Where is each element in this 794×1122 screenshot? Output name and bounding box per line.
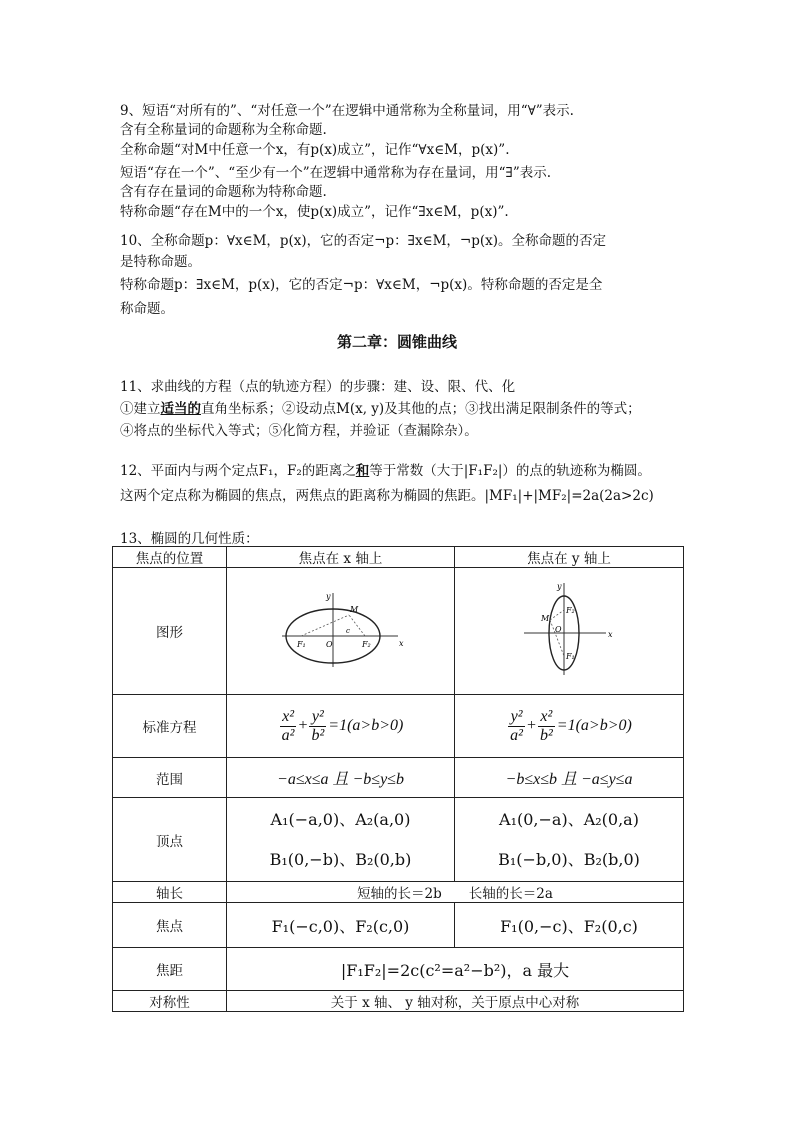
text-line-quantifier-universal: 9、短语“对所有的”、“对任意一个”在逻辑中通常称为全称量词，用“∀”表示.: [120, 103, 574, 119]
horizontal-ellipse-diagram: [276, 589, 406, 669]
label-F1: F₁: [566, 652, 575, 661]
text-line-universal-negation-cont: 是特称命题。: [120, 254, 201, 270]
row-label-symmetry: 对称性: [113, 991, 227, 1012]
std-x-num1: x²: [280, 708, 297, 727]
axis-length-value: 短轴的长＝2b 长轴的长＝2a: [227, 882, 684, 903]
label-F2: F₂: [361, 640, 371, 649]
vertex-y-b: B₁(−b,0)、B₂(b,0): [498, 849, 640, 869]
header-cell-x-axis: 焦点在 x 轴上: [227, 547, 455, 568]
text-line-existential-negation-cont: 称命题。: [120, 301, 174, 317]
row-label-standard-equation: 标准方程: [113, 695, 227, 758]
sec13-title: 13、椭圆的几何性质：: [120, 531, 259, 547]
focal-radius-1: [301, 615, 349, 636]
ellipse-properties-table: [112, 546, 684, 1012]
table-row-standard-equation: [113, 695, 684, 758]
table-row-figure: [113, 568, 684, 695]
label-origin: O: [325, 640, 333, 649]
figure-vertical-ellipse: [455, 568, 684, 695]
table-row-focal-distance: [113, 948, 684, 991]
std-x-rest: =1(a>b>0): [328, 717, 404, 734]
sec12-line1: [120, 459, 651, 479]
text-line-existential-negation: 特称命题p：∃x∈M，p(x)，它的否定¬p：∀x∈M，¬p(x)。特称命题的否定是全: [120, 277, 603, 293]
std-x-den1: a²: [281, 726, 295, 744]
std-equation-x: $\frac{\text{x²}}{\text{a²}}$ + $\frac{\text{y²}}{\text{b²}}$ =1(a>b>0): [227, 695, 455, 758]
label-F1: F₁: [296, 640, 306, 649]
range-y: −b≤x≤b 且 −a≤y≤a: [455, 758, 684, 798]
text-line-universal-notation: 全称命题“对M中任意一个x，有p(x)成立”，记作“∀x∈M，p(x)”.: [120, 142, 510, 158]
sec11-line2: [120, 397, 641, 417]
row-label-vertex: 顶点: [113, 798, 227, 882]
sec12-emphasis: 和: [355, 463, 370, 479]
figure-horizontal-ellipse: [227, 568, 455, 695]
header-cell-position: 焦点的位置: [113, 547, 227, 568]
label-M: M: [349, 605, 358, 614]
table-row-range: [113, 758, 684, 798]
row-label-axis-length: 轴长: [113, 882, 227, 903]
sec11-line1: 11、求曲线的方程（点的轨迹方程）的步骤：建、设、限、代、化: [120, 379, 516, 395]
sec12-line1-c: 等于常数（大于|F₁F₂|）的点的轨迹称为椭圆。: [369, 463, 651, 479]
header-cell-y-axis: 焦点在 y 轴上: [455, 547, 684, 568]
label-x: x: [608, 630, 613, 639]
row-label-range: 范围: [113, 758, 227, 798]
table-header-row: [113, 547, 684, 568]
label-y: y: [557, 582, 562, 591]
std-y-num2: x²: [538, 708, 555, 727]
focal-radius-2: [349, 615, 365, 636]
range-x: −a≤x≤a 且 −b≤y≤b: [227, 758, 455, 798]
sec12-line2: 这两个定点称为椭圆的焦点，两焦点的距离称为椭圆的焦距。|MF₁|+|MF₂|=2a(2a>2c): [120, 488, 654, 504]
symmetry-value: 关于 x 轴、 y 轴对称，关于原点中心对称: [227, 991, 684, 1012]
std-equation-y: $\frac{\text{y²}}{\text{a²}}$ + $\frac{\text{x²}}{\text{b²}}$ =1(a>b>0): [455, 695, 684, 758]
table-row-axis-length: [113, 882, 684, 903]
std-x-den2: b²: [311, 726, 325, 744]
label-y: y: [325, 592, 331, 601]
std-y-rest: =1(a>b>0): [556, 717, 632, 734]
vertex-x-b: B₁(0,−b)、B₂(0,b): [269, 849, 412, 869]
label-x: x: [398, 639, 404, 648]
std-x-num2: y²: [309, 708, 326, 727]
text-line-universal-proposition: 含有全称量词的命题称为全称命题.: [120, 122, 327, 138]
sec11-line2-c: 直角坐标系；②设动点M(x, y)及其他的点；③找出满足限制条件的等式；: [201, 401, 641, 417]
table-row-vertex: [113, 798, 684, 882]
std-y-den2: b²: [539, 726, 553, 744]
sec12-line1-a: 12、平面内与两个定点F₁，F₂的距离之: [120, 463, 356, 479]
label-origin: O: [555, 625, 562, 634]
focus-y: F₁(0,−c)、F₂(0,c): [455, 903, 684, 948]
vertex-y: [455, 798, 684, 882]
label-c: c: [345, 627, 350, 635]
vertex-y-a: A₁(0,−a)、A₂(0,a): [499, 809, 639, 829]
row-label-figure: 图形: [113, 568, 227, 695]
sec11-line3: ④将点的坐标代入等式；⑤化简方程，并验证（查漏除杂）。: [120, 423, 478, 439]
row-label-focus: 焦点: [113, 903, 227, 948]
text-line-quantifier-existential: 短语“存在一个”、“至少有一个”在逻辑中通常称为存在量词，用“∃”表示.: [120, 165, 552, 181]
label-M: M: [541, 614, 550, 623]
sec11-line2-a: ①建立: [120, 401, 161, 417]
text-line-existential-notation: 特称命题“存在M中的一个x，使p(x)成立”，记作“∃x∈M，p(x)”.: [120, 204, 509, 220]
vertex-x-a: A₁(−a,0)、A₂(a,0): [270, 809, 411, 829]
std-y-num1: y²: [508, 708, 525, 727]
table-row-symmetry: [113, 991, 684, 1012]
chapter-title: 第二章：圆锥曲线: [336, 333, 457, 351]
focal-distance-value: |F₁F₂|=2c(c²=a²−b²)，a 最大: [227, 948, 684, 991]
focus-x: F₁(−c,0)、F₂(c,0): [227, 903, 455, 948]
sec11-emphasis: 适当的: [160, 401, 201, 417]
vertical-ellipse-diagram: [514, 579, 624, 679]
label-F2: F₂: [566, 606, 575, 615]
table-row-focus: [113, 903, 684, 948]
row-label-focal-distance: 焦距: [113, 948, 227, 991]
std-y-den1: a²: [510, 726, 523, 744]
text-line-universal-negation: 10、全称命题p：∀x∈M，p(x)，它的否定¬p：∃x∈M，¬p(x)。全称命题的否定: [120, 233, 606, 249]
text-line-existential-proposition: 含有存在量词的命题称为特称命题.: [120, 184, 327, 200]
vertex-x: [227, 798, 455, 882]
